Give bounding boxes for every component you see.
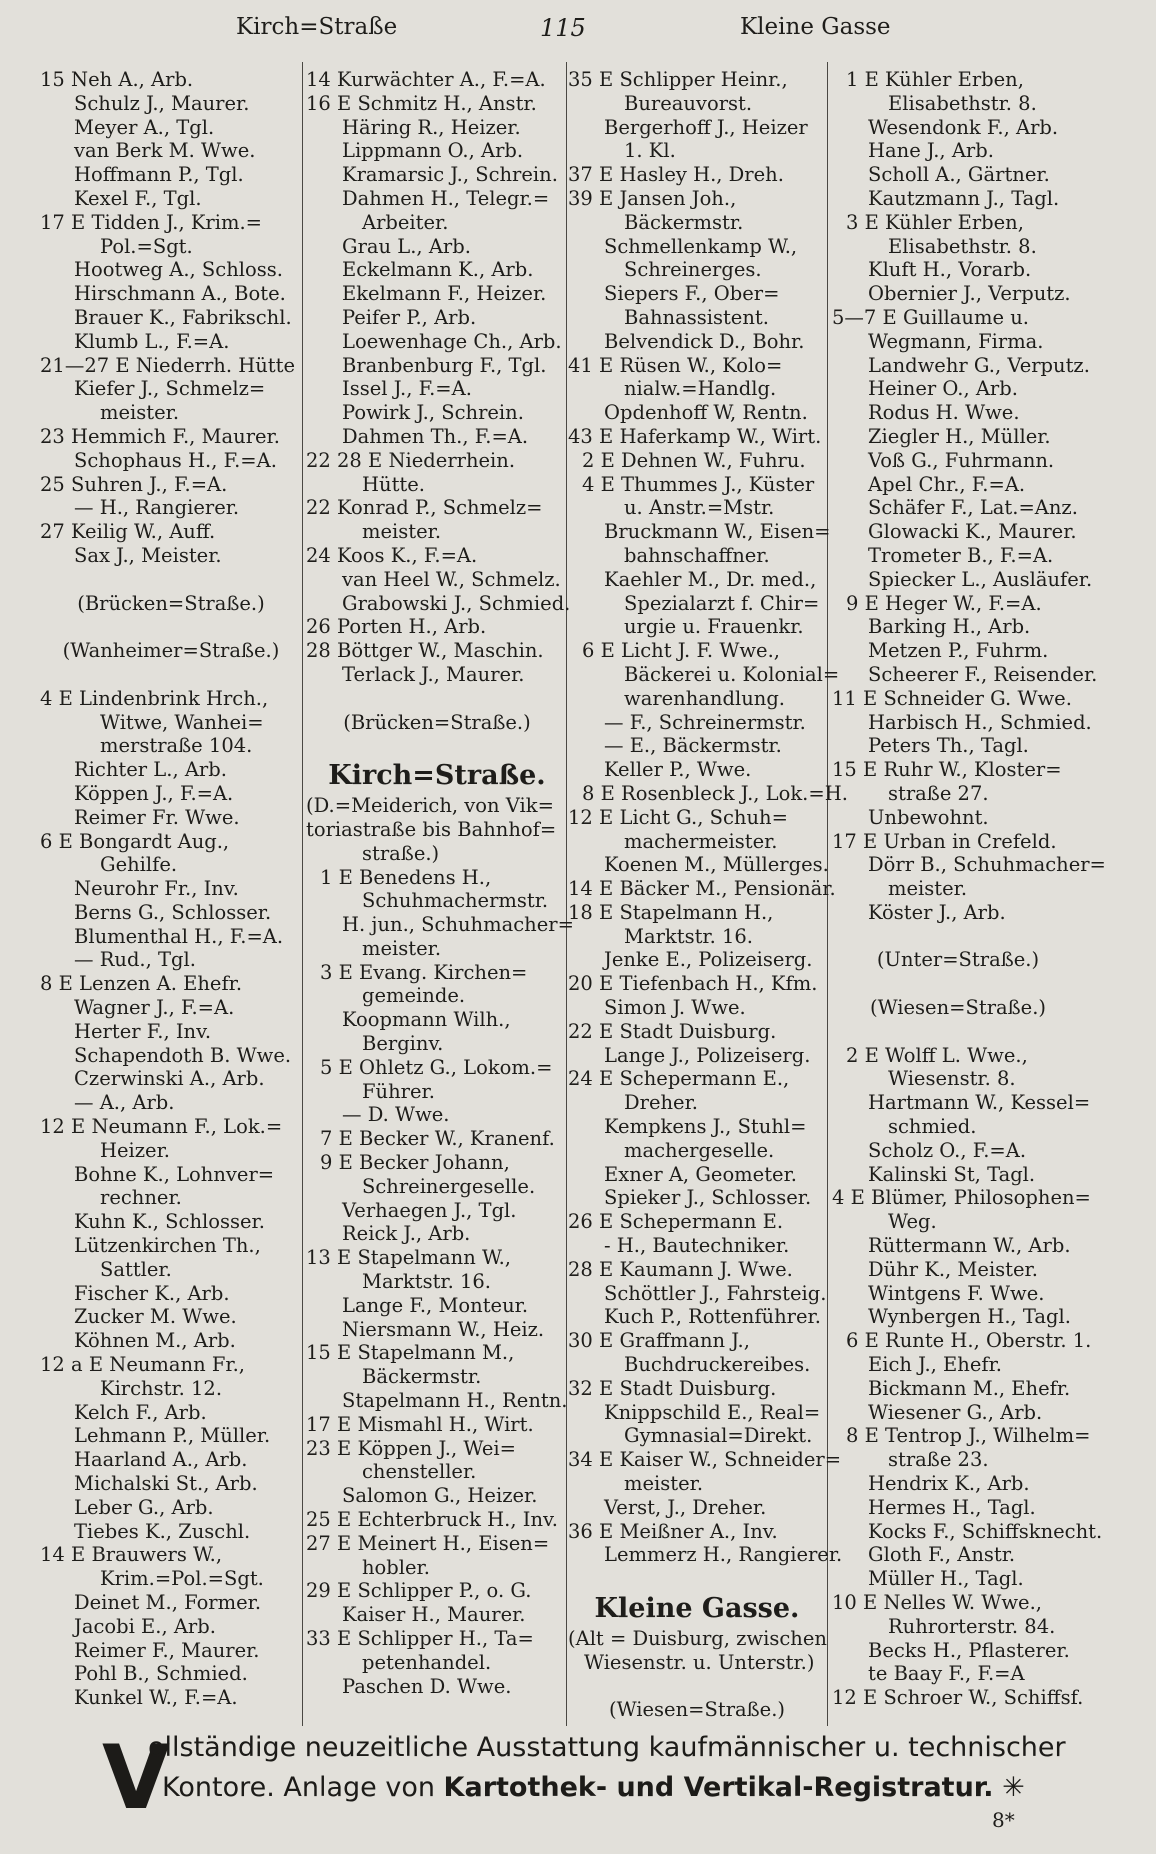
resident-entry: Ekelmann F., Heizer.: [342, 282, 547, 306]
resident-entry: Köster J., Arb.: [868, 900, 1006, 924]
entry-continuation: straße 23.: [888, 1448, 989, 1472]
entry-continuation: Führer.: [362, 1079, 435, 1103]
house-number-entry: 2 E Wolff L. Wwe.,: [846, 1043, 1028, 1067]
house-number-entry: 24 Koos K., F.=A.: [306, 543, 478, 567]
house-number-entry: 23 E Köppen J., Wei=: [306, 1436, 516, 1460]
ad-line-2-bold: Kartothek- und Vertikal-Registratur.: [443, 1772, 994, 1803]
resident-entry: Haarland A., Arb.: [74, 1448, 248, 1472]
house-number-entry: 43 E Haferkamp W., Wirt.: [568, 424, 822, 448]
house-number-entry: 15 Neh A., Arb.: [40, 68, 194, 91]
ad-initial-letter: V: [102, 1726, 171, 1829]
entry-continuation: Elisabethstr. 8.: [888, 91, 1037, 115]
house-number-entry: 4 E Thummes J., Küster: [582, 472, 815, 496]
resident-entry: Schapendoth B. Wwe.: [74, 1043, 292, 1067]
house-number-entry: 21—27 E Niederrh. Hütte: [40, 353, 295, 377]
resident-entry: — Rud., Tgl.: [74, 948, 196, 972]
spacer: [832, 972, 1084, 996]
resident-entry: Rüttermann W., Arb.: [868, 1234, 1071, 1258]
house-number-entry: 4 E Blümer, Philosophen=: [832, 1186, 1091, 1210]
resident-entry: Kocks F., Schiffsknecht.: [868, 1519, 1103, 1543]
resident-entry: Kaiser H., Maurer.: [342, 1603, 526, 1627]
resident-entry: Richter L., Arb.: [74, 758, 227, 782]
resident-entry: Kuhn K., Schlosser.: [74, 1210, 265, 1234]
resident-entry: Wiesener G., Arb.: [868, 1400, 1043, 1424]
entry-continuation: warenhandlung.: [624, 686, 785, 710]
resident-entry: Belvendick D., Bohr.: [604, 329, 805, 353]
resident-entry: — D. Wwe.: [342, 1103, 450, 1127]
house-number-entry: 28 E Kaumann J. Wwe.: [568, 1257, 793, 1281]
resident-entry: Kempkens J., Stuhl=: [604, 1115, 807, 1139]
resident-entry: Schöttler J., Fahrsteig.: [604, 1281, 827, 1305]
house-number-entry: 14 E Brauwers W.,: [40, 1543, 223, 1567]
resident-entry: te Baay F., F.=A: [868, 1662, 1025, 1686]
house-number-entry: 41 E Rüsen W., Kolo=: [568, 353, 783, 377]
entry-continuation: Buchdruckereibes.: [624, 1353, 811, 1377]
resident-entry: Hendrix K., Arb.: [868, 1472, 1030, 1496]
house-number-entry: 7 E Becker W., Kranenf.: [320, 1127, 555, 1151]
resident-entry: Kautzmann J., Tagl.: [868, 186, 1060, 210]
resident-entry: Loewenhage Ch., Arb.: [342, 329, 562, 353]
resident-entry: Lippmann O., Arb.: [342, 139, 524, 163]
resident-entry: — A., Arb.: [74, 1091, 175, 1115]
entry-continuation: Wiesenstr. 8.: [888, 1067, 1016, 1091]
entry-continuation: Gehilfe.: [100, 853, 178, 877]
resident-entry: H. jun., Schuhmacher=: [342, 913, 574, 937]
page-number: 115: [540, 14, 586, 42]
resident-entry: Knippschild E., Real=: [604, 1400, 821, 1424]
house-number-entry: 6 E Runte H., Oberstr. 1.: [846, 1329, 1092, 1353]
resident-entry: Becks H., Pflasterer.: [868, 1638, 1070, 1662]
resident-entry: Jacobi E., Arb.: [74, 1614, 216, 1638]
house-number-entry: 26 E Schepermann E.: [568, 1210, 784, 1234]
house-number-entry: 32 E Stadt Duisburg.: [568, 1376, 777, 1400]
resident-entry: Lange F., Monteur.: [342, 1293, 529, 1317]
house-number-entry: 10 E Nelles W. Wwe.,: [832, 1591, 1042, 1614]
resident-entry: van Berk M. Wwe.: [74, 139, 256, 163]
house-number-entry: 12 E Schroer W., Schiffsf.: [832, 1686, 1084, 1710]
entry-continuation: Elisabethstr. 8.: [888, 234, 1037, 258]
entry-continuation: Hütte.: [362, 472, 425, 496]
resident-entry: Wegmann, Firma.: [868, 329, 1044, 353]
resident-entry: Wintgens F. Wwe.: [868, 1281, 1045, 1305]
house-number-entry: 23 Hemmich F., Maurer.: [40, 424, 280, 448]
resident-entry: Meyer A., Tgl.: [74, 115, 215, 139]
resident-entry: Bohne K., Lohnver=: [74, 1162, 275, 1186]
resident-entry: Herter F., Inv.: [74, 1019, 212, 1043]
house-number-entry: 39 E Jansen Joh.,: [568, 186, 737, 210]
house-number-entry: 17 E Urban in Crefeld.: [832, 829, 1057, 853]
resident-entry: Kiefer J., Schmelz=: [74, 377, 266, 401]
entry-continuation: straße 27.: [888, 781, 989, 805]
house-number-entry: 13 E Stapelmann W.,: [306, 1246, 511, 1270]
entry-continuation: rechner.: [100, 1186, 182, 1210]
entry-continuation: Kirchstr. 12.: [100, 1376, 223, 1400]
resident-entry: Müller H., Tagl.: [868, 1567, 1024, 1591]
house-number-entry: 20 E Tiefenbach H., Kfm.: [568, 972, 818, 996]
resident-entry: Schulz J., Maurer.: [74, 91, 250, 115]
resident-entry: Jenke E., Polizeiserg.: [604, 948, 813, 972]
resident-entry: Peifer P., Arb.: [342, 305, 477, 329]
entry-continuation: Bäckermstr.: [362, 1365, 482, 1389]
house-number-entry: 27 Keilig W., Auff.: [40, 520, 216, 544]
resident-entry: — F., Schreinermstr.: [604, 710, 806, 734]
house-number-entry: 24 E Schepermann E.,: [568, 1067, 790, 1091]
resident-entry: Wagner J., F.=A.: [74, 996, 235, 1020]
entry-continuation: meister.: [362, 936, 442, 960]
resident-entry: Heiner O., Arb.: [868, 377, 1018, 401]
entry-continuation: straße.): [362, 841, 440, 865]
resident-entry: Voß G., Fuhrmann.: [868, 448, 1055, 472]
entry-continuation: Arbeiter.: [362, 210, 449, 234]
house-number-entry: 5 E Ohletz G., Lokom.=: [320, 1055, 553, 1079]
house-number-entry: 11 E Schneider G. Wwe.: [832, 686, 1072, 710]
house-number-entry: toriastraße bis Bahnhof=: [306, 817, 557, 841]
resident-entry: Kaehler M., Dr. med.,: [604, 567, 817, 591]
entry-continuation: u. Anstr.=Mstr.: [624, 496, 775, 520]
resident-entry: Neurohr Fr., Inv.: [74, 877, 239, 901]
resident-entry: Lützenkirchen Th.,: [74, 1234, 261, 1258]
entry-continuation: gemeinde.: [362, 984, 466, 1008]
resident-entry: Bruckmann W., Eisen=: [604, 520, 831, 544]
resident-entry: Reimer Fr. Wwe.: [74, 805, 240, 829]
entry-continuation: Bäckerei u. Kolonial=: [624, 662, 840, 686]
entry-continuation: chensteller.: [362, 1460, 477, 1484]
resident-entry: Schäfer F., Lat.=Anz.: [868, 496, 1078, 520]
resident-entry: Dahmen Th., F.=A.: [342, 424, 529, 448]
house-number-entry: 8 E Rosenbleck J., Lok.=H.: [582, 781, 848, 805]
house-number-entry: 9 E Becker Johann,: [320, 1151, 510, 1175]
entry-continuation: petenhandel.: [362, 1650, 492, 1674]
street-heading: Kirch=Straße.: [328, 760, 546, 792]
house-number-entry: 28 Böttger W., Maschin.: [306, 639, 544, 663]
house-number-entry: 25 Suhren J., F.=A.: [40, 472, 228, 496]
resident-entry: Verst, J., Dreher.: [604, 1495, 767, 1519]
resident-entry: Trometer B., F.=A.: [868, 543, 1054, 567]
house-number-entry: 22 28 E Niederrhein.: [306, 448, 516, 472]
resident-entry: Siepers F., Ober=: [604, 282, 780, 306]
resident-entry: Kuch P., Rottenführer.: [604, 1305, 821, 1329]
resident-entry: Reick J., Arb.: [342, 1222, 471, 1246]
house-number-entry: 15 E Ruhr W., Kloster=: [832, 758, 1062, 782]
resident-entry: Hootweg A., Schloss.: [74, 258, 283, 282]
entry-continuation: Marktstr. 16.: [362, 1270, 491, 1294]
resident-entry: Bickmann M., Ehefr.: [868, 1376, 1071, 1400]
resident-entry: Koopmann Wilh.,: [342, 1008, 511, 1032]
entry-continuation: schmied.: [888, 1115, 977, 1139]
resident-entry: Dörr B., Schuhmacher=: [868, 853, 1106, 877]
spacer: [40, 663, 302, 687]
entry-continuation: machermeister.: [624, 829, 778, 853]
resident-entry: Köppen J., F.=A.: [74, 781, 234, 805]
house-number-entry: 2 E Dehnen W., Fuhru.: [582, 448, 806, 472]
resident-entry: Grabowski J., Schmied.: [342, 591, 571, 615]
resident-entry: Bergerhoff J., Heizer: [604, 115, 808, 139]
house-number-entry: 22 Konrad P., Schmelz=: [306, 496, 543, 520]
resident-entry: Kluft H., Vorarb.: [868, 258, 1032, 282]
house-number-entry: 3 E Evang. Kirchen=: [320, 960, 528, 984]
entry-continuation: urgie u. Frauenkr.: [624, 615, 804, 639]
street-heading: Kleine Gasse.: [594, 1593, 800, 1624]
entry-continuation: Schuhmachermstr.: [362, 889, 549, 913]
entry-continuation: Bureauvorst.: [624, 91, 753, 115]
running-head-left: Kirch=Straße: [236, 14, 398, 40]
entry-continuation: Heizer.: [100, 1138, 170, 1162]
house-number-entry: (Alt = Duisburg, zwischen: [568, 1627, 827, 1650]
resident-entry: Barking H., Arb.: [868, 615, 1031, 639]
column-4: [832, 68, 1106, 1710]
house-number-entry: 25 E Echterbruck H., Inv.: [306, 1508, 558, 1532]
house-number-entry: 12 E Licht G., Schuh=: [568, 805, 788, 829]
house-number-entry: 35 E Schlipper Heinr.,: [568, 68, 788, 91]
resident-entry: Deinet M., Former.: [74, 1591, 262, 1614]
signature-mark: 8*: [992, 1808, 1015, 1832]
house-number-entry: 29 E Schlipper P., o. G.: [306, 1579, 532, 1603]
cross-street-note: (Unter=Straße.): [876, 948, 1040, 972]
ad-line-2-start: Kontore. Anlage von: [162, 1772, 444, 1803]
resident-entry: Kelch F., Arb.: [74, 1400, 207, 1424]
house-number-entry: 30 E Graffmann J.,: [568, 1329, 750, 1353]
resident-entry: Branbenburg F., Tgl.: [342, 353, 547, 377]
house-number-entry: 12 a E Neumann Fr.,: [40, 1353, 245, 1377]
resident-entry: Rodus H. Wwe.: [868, 401, 1020, 425]
entry-continuation: Schreinerges.: [624, 258, 762, 282]
house-number-entry: 17 E Mismahl H., Wirt.: [306, 1412, 534, 1436]
resident-entry: Stapelmann H., Rentn.: [342, 1389, 568, 1413]
resident-entry: Wesendonk F., Arb.: [868, 115, 1059, 139]
cross-street-note: (Wiesen=Straße.): [608, 1698, 786, 1722]
resident-entry: Paschen D. Wwe.: [342, 1674, 512, 1698]
spacer: [306, 687, 568, 711]
cross-street-note: (Brücken=Straße.): [77, 591, 265, 615]
resident-entry: Ziegler H., Müller.: [868, 424, 1051, 448]
resident-entry: Salomon G., Heizer.: [342, 1484, 538, 1508]
entry-continuation: Ruhrorterstr. 84.: [888, 1614, 1056, 1638]
resident-entry: Schmellenkamp W.,: [604, 234, 798, 258]
house-number-entry: 22 E Stadt Duisburg.: [568, 1019, 777, 1043]
resident-entry: Lemmerz H., Rangierer.: [604, 1543, 843, 1567]
house-number-entry: 3 E Kühler Erben,: [846, 210, 1024, 234]
resident-entry: Verhaegen J., Tgl.: [342, 1198, 517, 1222]
resident-entry: Landwehr G., Verputz.: [868, 353, 1090, 377]
resident-entry: Koenen M., Müllerges.: [604, 853, 829, 877]
cross-street-note: (Wiesen=Straße.): [869, 996, 1047, 1020]
resident-entry: Schophaus H., F.=A.: [74, 448, 277, 472]
resident-entry: Scholz O., F.=A.: [868, 1138, 1027, 1162]
spacer: [832, 925, 1084, 949]
house-number-entry: 17 E Tidden J., Krim.=: [40, 210, 263, 234]
resident-entry: Kalinski St, Tagl.: [868, 1162, 1036, 1186]
resident-entry: Kramarsic J., Schrein.: [342, 163, 558, 187]
resident-entry: - H., Bautechniker.: [604, 1234, 790, 1258]
house-number-entry: 15 E Stapelmann M.,: [306, 1341, 515, 1365]
resident-entry: Kunkel W., F.=A.: [74, 1686, 238, 1710]
spacer: [40, 615, 302, 639]
resident-entry: Niersmann W., Heiz.: [342, 1317, 545, 1341]
ad-line-1: ollständige neuzeitliche Ausstattung kaufmännischer u. technischer: [148, 1732, 1066, 1763]
resident-entry: Hane J., Arb.: [868, 139, 994, 163]
resident-entry: Fischer K., Arb.: [74, 1281, 230, 1305]
entry-continuation: meister.: [888, 877, 968, 901]
entry-continuation: Pol.=Sgt.: [100, 234, 193, 258]
entry-continuation: meister.: [100, 401, 180, 425]
resident-entry: Dahmen H., Telegr.=: [342, 186, 550, 210]
resident-entry: Lange J., Polizeiserg.: [604, 1043, 811, 1067]
resident-entry: Exner A, Geometer.: [604, 1162, 797, 1186]
resident-entry: Blumenthal H., F.=A.: [74, 924, 284, 948]
resident-entry: Tiebes K., Zuschl.: [74, 1519, 251, 1543]
house-number-entry: 1 E Benedens H.,: [320, 865, 492, 889]
entry-continuation: nialw.=Handlg.: [624, 377, 777, 401]
column-2: [306, 68, 574, 1698]
resident-entry: Michalski St., Arb.: [74, 1472, 258, 1496]
spacer: [832, 1020, 1084, 1044]
entry-continuation: meister.: [624, 1472, 704, 1496]
entry-continuation: Dreher.: [624, 1091, 698, 1115]
house-number-entry: 36 E Meißner A., Inv.: [568, 1519, 778, 1543]
resident-entry: Opdenhoff W, Rentn.: [604, 401, 808, 425]
resident-entry: — E., Bäckermstr.: [604, 734, 782, 758]
entry-continuation: hobler.: [362, 1555, 430, 1579]
resident-entry: Zucker M. Wwe.: [74, 1305, 237, 1329]
resident-entry: Czerwinski A., Arb.: [74, 1067, 265, 1091]
column-rule: [302, 62, 303, 1726]
house-number-entry: 6 E Bongardt Aug.,: [40, 829, 230, 853]
resident-entry: Sax J., Meister.: [74, 543, 222, 567]
resident-entry: Köhnen M., Arb.: [74, 1329, 236, 1353]
resident-entry: Spieker J., Schlosser.: [604, 1186, 812, 1210]
resident-entry: Hoffmann P., Tgl.: [74, 163, 244, 187]
resident-entry: Unbewohnt.: [868, 805, 989, 829]
house-number-entry: 12 E Neumann F., Lok.=: [40, 1115, 283, 1139]
entry-continuation: Berginv.: [362, 1032, 444, 1056]
house-number-entry: 37 E Hasley H., Dreh.: [568, 163, 784, 187]
resident-entry: Issel J., F.=A.: [342, 377, 472, 401]
resident-entry: Simon J. Wwe.: [604, 996, 746, 1020]
entry-continuation: machergeselle.: [624, 1138, 775, 1162]
column-3: [568, 68, 848, 1722]
resident-entry: Spiecker L., Ausläufer.: [868, 567, 1093, 591]
house-number-entry: 9 E Heger W., F.=A.: [846, 591, 1042, 615]
entry-continuation: Schreinergeselle.: [362, 1174, 536, 1198]
entry-continuation: Sattler.: [100, 1257, 172, 1281]
resident-entry: Kexel F., Tgl.: [74, 186, 202, 210]
entry-continuation: Krim.=Pol.=Sgt.: [100, 1567, 264, 1591]
spacer: [40, 568, 302, 592]
resident-entry: Hartmann W., Kessel=: [868, 1091, 1091, 1115]
resident-entry: Terlack J., Maurer.: [342, 662, 525, 686]
resident-entry: Hirschmann A., Bote.: [74, 282, 286, 306]
resident-entry: Grau L., Arb.: [342, 234, 471, 258]
house-number-entry: 27 E Meinert H., Eisen=: [306, 1531, 550, 1555]
house-number-entry: 5—7 E Guillaume u.: [832, 305, 1029, 329]
resident-entry: Gloth F., Anstr.: [868, 1543, 1016, 1567]
resident-entry: Eich J., Ehefr.: [868, 1353, 1002, 1377]
ad-line-2-end: ✳: [993, 1772, 1025, 1803]
house-number-entry: 33 E Schlipper H., Ta=: [306, 1627, 534, 1650]
house-number-entry: 16 E Schmitz H., Anstr.: [306, 91, 537, 115]
resident-entry: Berns G., Schlosser.: [74, 900, 272, 924]
spacer: [568, 1567, 826, 1591]
resident-entry: Brauer K., Fabrikschl.: [74, 305, 292, 329]
entry-continuation: meister.: [362, 520, 442, 544]
resident-entry: Metzen P., Fuhrm.: [868, 639, 1049, 663]
entry-continuation: merstraße 104.: [100, 734, 253, 758]
entry-continuation: Bahnassistent.: [624, 305, 769, 329]
resident-entry: Wynbergen H., Tagl.: [868, 1305, 1071, 1329]
resident-entry: Hermes H., Tagl.: [868, 1495, 1036, 1519]
cross-street-note: (Brücken=Straße.): [343, 710, 531, 734]
resident-entry: — H., Rangierer.: [74, 496, 240, 520]
resident-entry: Glowacki K., Maurer.: [868, 520, 1077, 544]
spacer: [306, 734, 568, 758]
spacer: [568, 1675, 826, 1699]
house-number-entry: 8 E Lenzen A. Ehefr.: [40, 972, 243, 996]
resident-entry: Scheerer F., Reisender.: [868, 662, 1098, 686]
entry-continuation: Marktstr. 16.: [624, 924, 753, 948]
house-number-entry: 6 E Licht J. F. Wwe.,: [582, 639, 780, 663]
entry-continuation: Spezialarzt f. Chir=: [624, 591, 820, 615]
entry-continuation: 1. Kl.: [624, 139, 676, 163]
house-number-entry: (D.=Meiderich, von Vik=: [306, 794, 554, 818]
running-head-right: Kleine Gasse: [740, 14, 891, 40]
resident-entry: Scholl A., Gärtner.: [868, 163, 1050, 187]
entry-continuation: Weg.: [888, 1210, 937, 1234]
entry-continuation: Wiesenstr. u. Unterstr.): [584, 1650, 815, 1674]
resident-entry: Häring R., Heizer.: [342, 115, 521, 139]
resident-entry: Leber G., Arb.: [74, 1495, 214, 1519]
resident-entry: Klumb L., F.=A.: [74, 329, 230, 353]
resident-entry: Pohl B., Schmied.: [74, 1662, 248, 1686]
house-number-entry: 1 E Kühler Erben,: [846, 68, 1024, 91]
resident-entry: Harbisch H., Schmied.: [868, 710, 1092, 734]
resident-entry: Obernier J., Verputz.: [868, 282, 1071, 306]
cross-street-note: (Wanheimer=Straße.): [62, 639, 280, 663]
resident-entry: Keller P., Wwe.: [604, 758, 752, 782]
house-number-entry: 14 Kurwächter A., F.=A.: [306, 68, 546, 91]
house-number-entry: 4 E Lindenbrink Hrch.,: [40, 686, 269, 710]
resident-entry: Dühr K., Meister.: [868, 1257, 1038, 1281]
resident-entry: Lehmann P., Müller.: [74, 1424, 271, 1448]
house-number-entry: 34 E Kaiser W., Schneider=: [568, 1448, 842, 1472]
resident-entry: Powirk J., Schrein.: [342, 401, 524, 425]
column-1: [40, 68, 302, 1710]
resident-entry: Eckelmann K., Arb.: [342, 258, 534, 282]
entry-continuation: Gymnasial=Direkt.: [624, 1424, 813, 1448]
entry-continuation: bahnschaffner.: [624, 543, 770, 567]
resident-entry: Reimer F., Maurer.: [74, 1638, 260, 1662]
house-number-entry: 14 E Bäcker M., Pensionär.: [568, 877, 836, 901]
ad-line-2: [162, 1772, 1025, 1803]
house-number-entry: 8 E Tentrop J., Wilhelm=: [846, 1424, 1091, 1448]
entry-continuation: Witwe, Wanhei=: [100, 710, 264, 734]
entry-continuation: Bäckermstr.: [624, 210, 744, 234]
resident-entry: Apel Chr., F.=A.: [868, 472, 1026, 496]
house-number-entry: 26 Porten H., Arb.: [306, 615, 487, 639]
resident-entry: van Heel W., Schmelz.: [342, 567, 561, 591]
resident-entry: Peters Th., Tagl.: [868, 734, 1029, 758]
house-number-entry: 18 E Stapelmann H.,: [568, 900, 774, 924]
